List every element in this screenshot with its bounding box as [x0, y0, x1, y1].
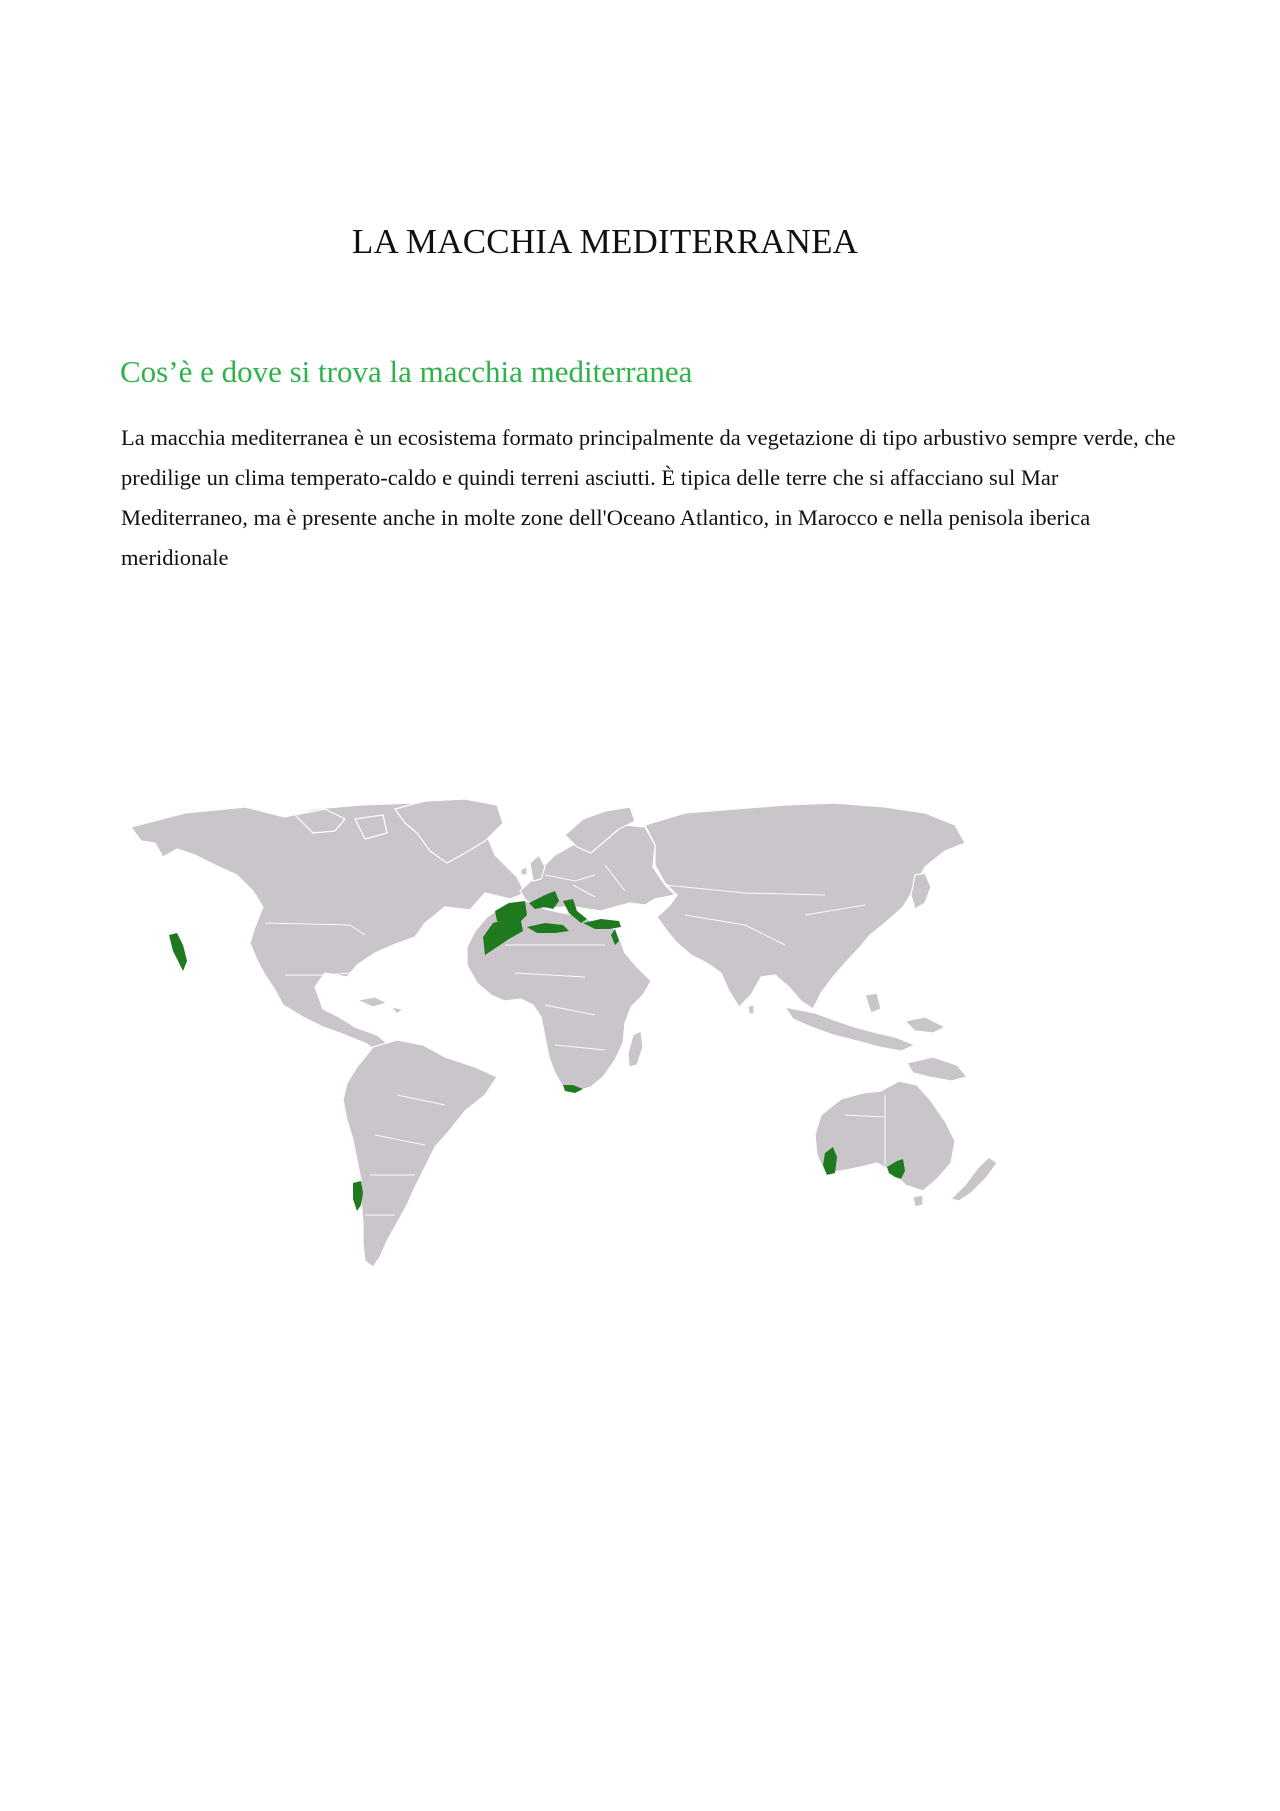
- document-title: LA MACCHIA MEDITERRANEA: [351, 222, 859, 261]
- body-paragraph: La macchia mediterranea è un ecosistema formato principalmente da vegetazione di tipo arbustivo sempre verde, che predilige un clima temperato-caldo e quindi terreni asciutti. È tipica delle terre che si affacciano sul Mar Mediterraneo, ma è presente anche in molte zone dell'Oceano Atlantico, in Marocco e nella penisola iberica meridionale: [121, 425, 1176, 570]
- california-coast-zone: [169, 933, 187, 971]
- caribbean-islands: [357, 997, 403, 1014]
- new-zealand: [951, 1157, 997, 1201]
- south-america-landmass: [343, 1040, 497, 1267]
- madagascar: [628, 1031, 643, 1067]
- section-heading: Cos’è e dove si trova la macchia mediterranea: [120, 354, 693, 389]
- sri-lanka: [748, 1005, 754, 1014]
- new-guinea: [907, 1057, 967, 1081]
- tasmania: [913, 1195, 923, 1207]
- british-isles: [521, 855, 545, 881]
- japan-islands: [911, 873, 931, 909]
- world-map: [125, 795, 1165, 1285]
